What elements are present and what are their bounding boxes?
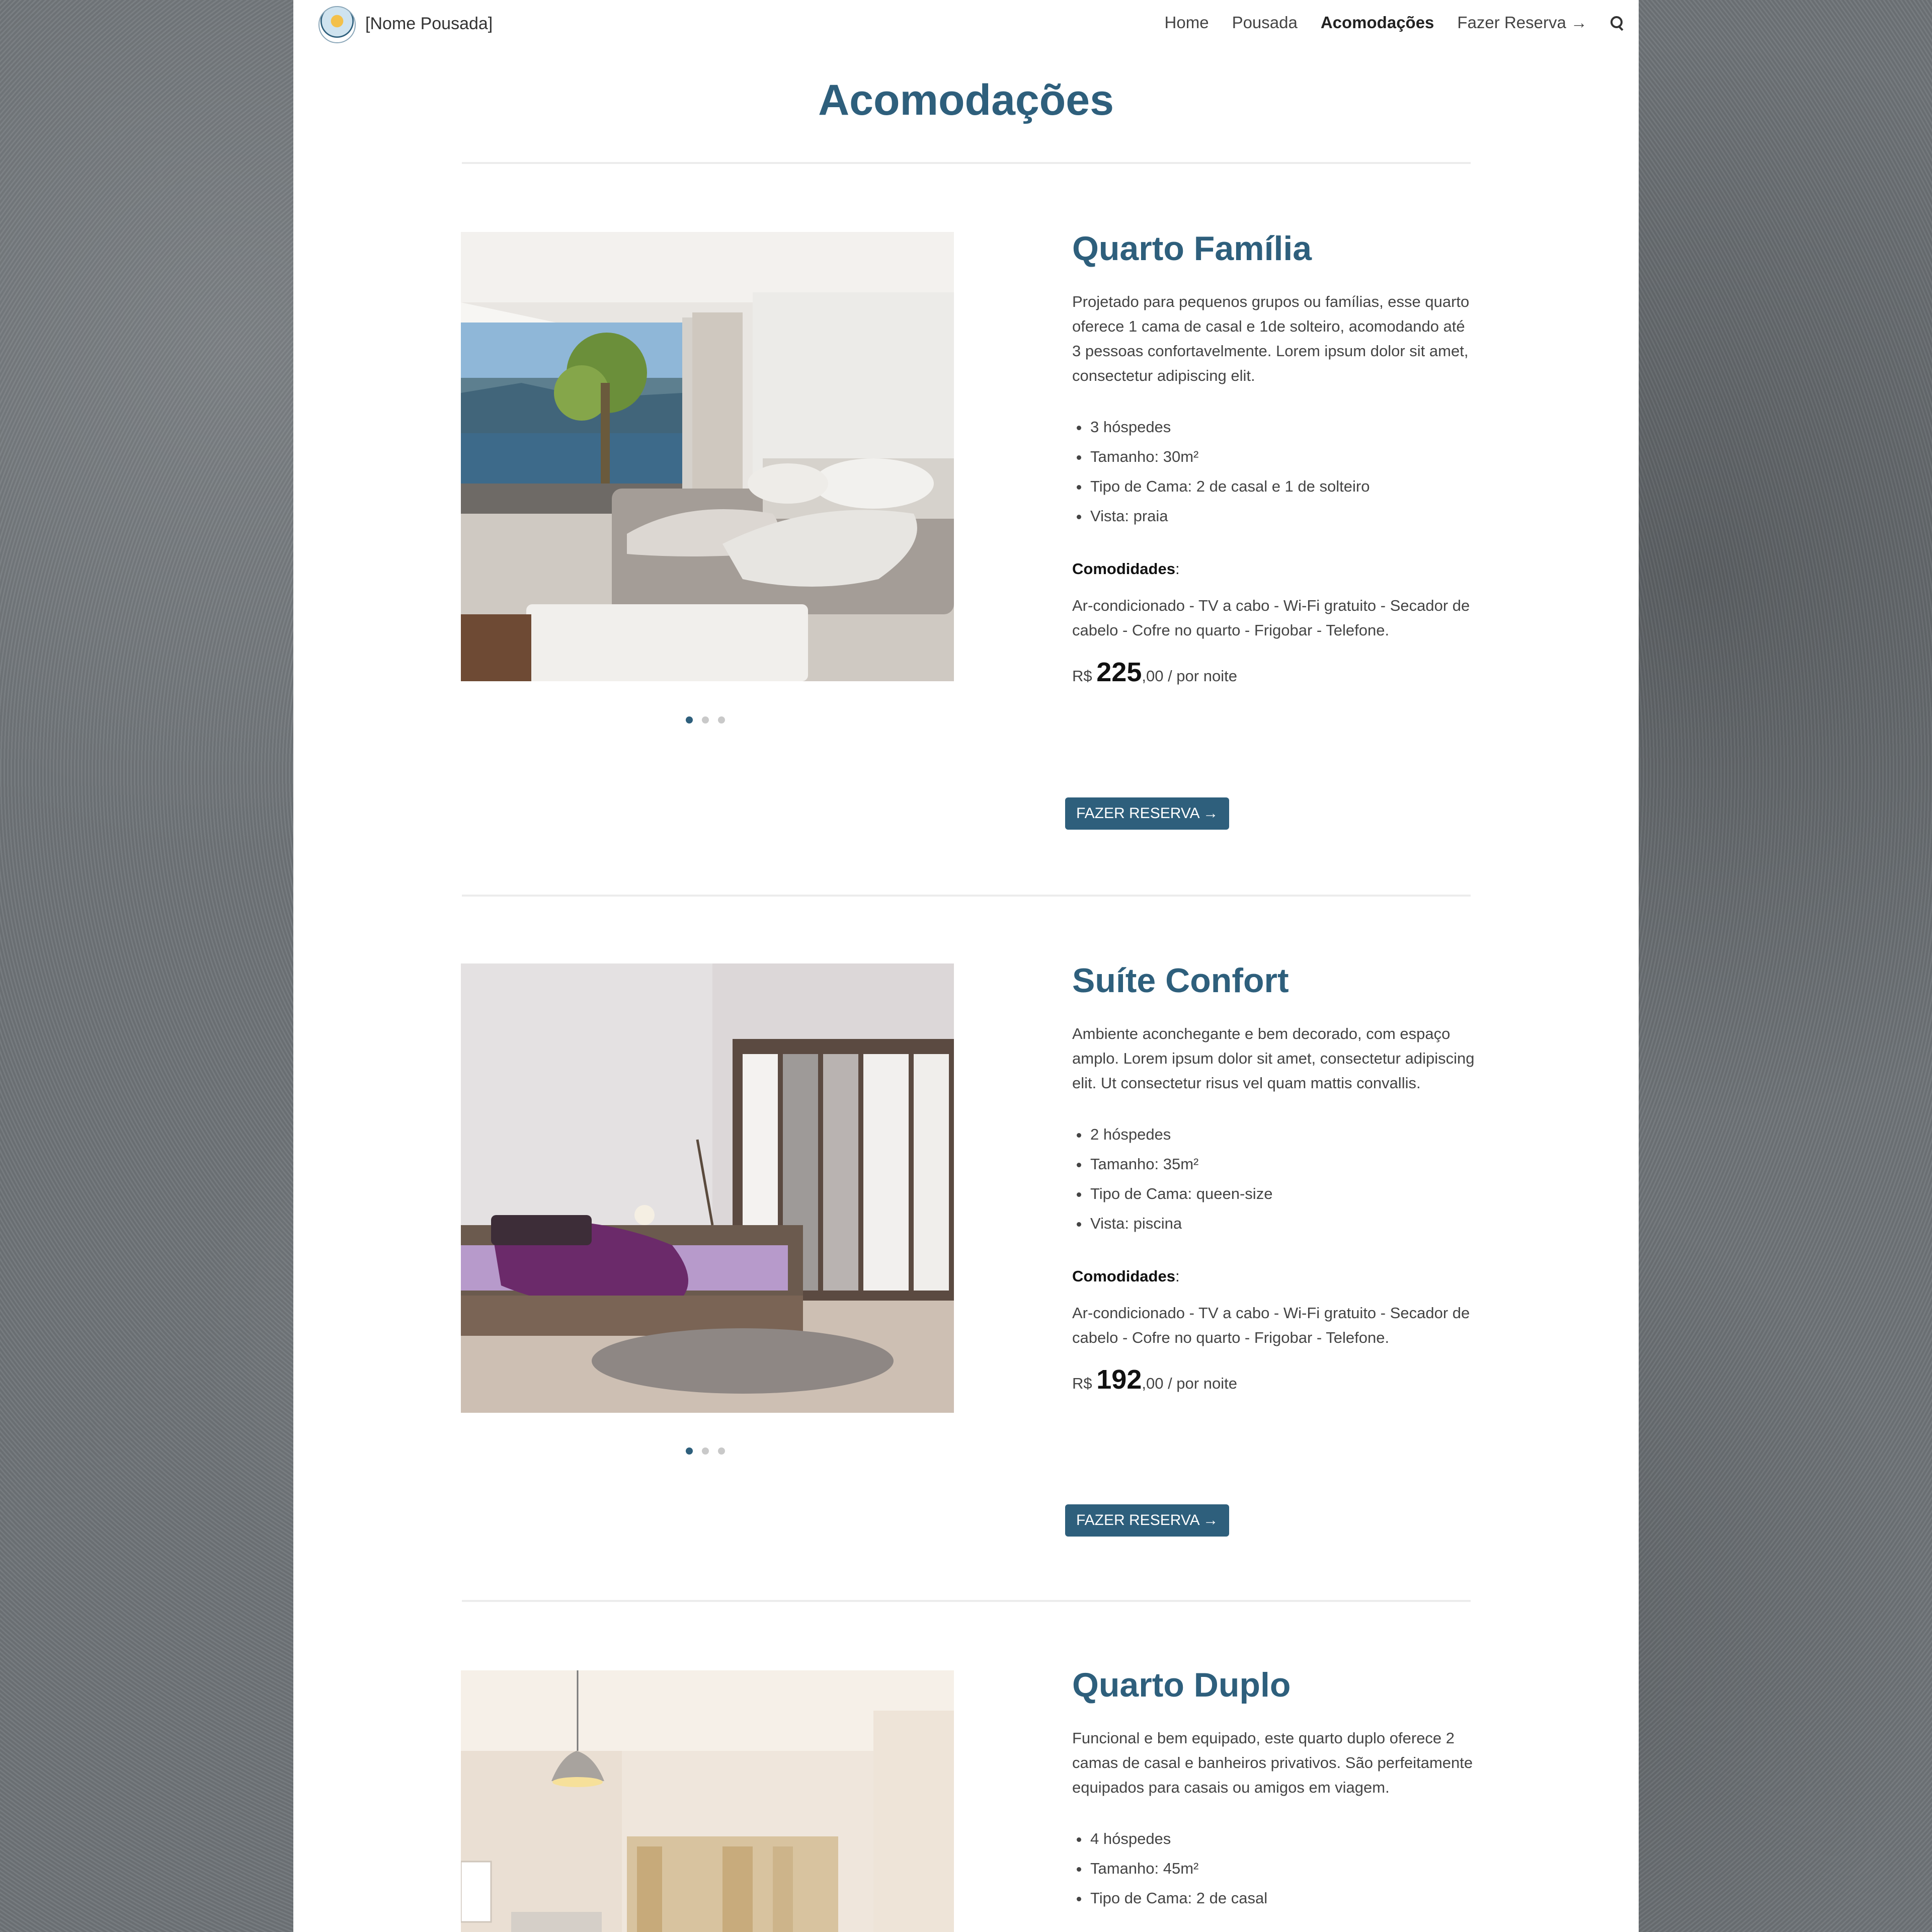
divider	[462, 1600, 1471, 1602]
room-info	[1072, 1665, 1475, 1913]
room-price	[1072, 657, 1475, 688]
carousel-dot[interactable]	[718, 716, 725, 723]
amenities-heading: Comodidades:	[1072, 1267, 1180, 1285]
price-suffix: ,00 / por noite	[1142, 667, 1237, 685]
carousel-dot[interactable]	[686, 716, 693, 723]
carousel-dots	[686, 716, 725, 723]
room-features	[1072, 412, 1475, 531]
room-name: Quarto Família	[1072, 229, 1312, 268]
carousel-dot[interactable]	[702, 716, 709, 723]
logo-icon[interactable]	[318, 6, 356, 43]
site-brand[interactable]: [Nome Pousada]	[365, 14, 493, 33]
price-amount: 225	[1096, 657, 1142, 687]
book-button[interactable]: FAZER RESERVA →	[1065, 797, 1229, 830]
carousel-dot[interactable]	[686, 1447, 693, 1455]
feature-item: • Tipo de Cama: 2 de casal	[1089, 1883, 1475, 1913]
feature-item: • Tipo de Cama: queen-size	[1089, 1179, 1475, 1209]
page	[293, 0, 1639, 1932]
room-name: Quarto Duplo	[1072, 1666, 1291, 1704]
feature-item: • 3 hóspedes	[1089, 412, 1475, 442]
amenities-heading: Comodidades:	[1072, 560, 1180, 578]
site-header	[293, 0, 1639, 50]
feature-item: • Tamanho: 45m²	[1089, 1854, 1475, 1883]
carousel-dot[interactable]	[702, 1447, 709, 1455]
nav-pousada[interactable]: Pousada	[1232, 13, 1298, 32]
room-photo[interactable]	[461, 232, 954, 681]
room-photo[interactable]	[461, 1670, 954, 1932]
feature-item: • Tipo de Cama: 2 de casal e 1 de solteiro	[1089, 471, 1475, 501]
room-name: Suíte Confort	[1072, 961, 1289, 1000]
feature-item: • Vista: piscina	[1089, 1209, 1475, 1238]
price-currency: R$	[1072, 1375, 1092, 1392]
room-price	[1072, 1364, 1475, 1395]
room-info	[1072, 229, 1475, 822]
room-info	[1072, 961, 1475, 1528]
feature-item: • Vista: praia	[1089, 501, 1475, 531]
carousel-dots	[686, 1447, 725, 1455]
feature-item: • 2 hóspedes	[1089, 1119, 1475, 1149]
amenities-text: Ar-condicionado - TV a cabo - Wi-Fi gratuito - Secador de cabelo - Cofre no quarto - Frigobar - Telefone.	[1072, 597, 1470, 639]
book-button[interactable]: FAZER RESERVA →	[1065, 1504, 1229, 1537]
room-photo[interactable]	[461, 963, 954, 1413]
price-amount: 192	[1096, 1364, 1142, 1395]
room-description: Ambiente aconchegante e bem decorado, com espaço amplo. Lorem ipsum dolor sit amet, consectetur adipiscing elit. Ut consectetur risus vel quam mattis convallis.	[1072, 1025, 1475, 1092]
room-description: Funcional e bem equipado, este quarto duplo oferece 2 camas de casal e banheiros privativos. São perfeitamente equipados para casais ou amigos em viagem.	[1072, 1729, 1473, 1796]
nav-home[interactable]: Home	[1164, 13, 1209, 32]
page-title: Acomodações	[818, 76, 1114, 124]
amenities-text: Ar-condicionado - TV a cabo - Wi-Fi gratuito - Secador de cabelo - Cofre no quarto - Frigobar - Telefone.	[1072, 1304, 1470, 1346]
bedroom-image	[461, 1670, 954, 1932]
nav-fazer-reserva[interactable]: Fazer Reserva →	[1457, 13, 1587, 32]
room-features	[1072, 1119, 1475, 1238]
room-features	[1072, 1824, 1475, 1913]
price-currency: R$	[1072, 667, 1092, 685]
feature-item: • 4 hóspedes	[1089, 1824, 1475, 1854]
room-description: Projetado para pequenos grupos ou famílias, esse quarto oferece 1 cama de casal e 1de solteiro, acomodando até 3 pessoas confortavelmente. Lorem ipsum dolor sit amet, consectetur adipiscing elit.	[1072, 293, 1470, 384]
bedroom-image	[461, 963, 954, 1413]
divider	[462, 895, 1471, 897]
price-suffix: ,00 / por noite	[1142, 1375, 1237, 1392]
main-nav	[1165, 13, 1624, 32]
search-icon[interactable]	[1611, 16, 1624, 29]
nav-acomodacoes[interactable]: Acomodações	[1320, 13, 1434, 32]
feature-item: • Tamanho: 35m²	[1089, 1149, 1475, 1179]
feature-item: • Tamanho: 30m²	[1089, 442, 1475, 471]
carousel-dot[interactable]	[718, 1447, 725, 1455]
divider	[462, 162, 1471, 164]
bedroom-image	[461, 232, 954, 681]
